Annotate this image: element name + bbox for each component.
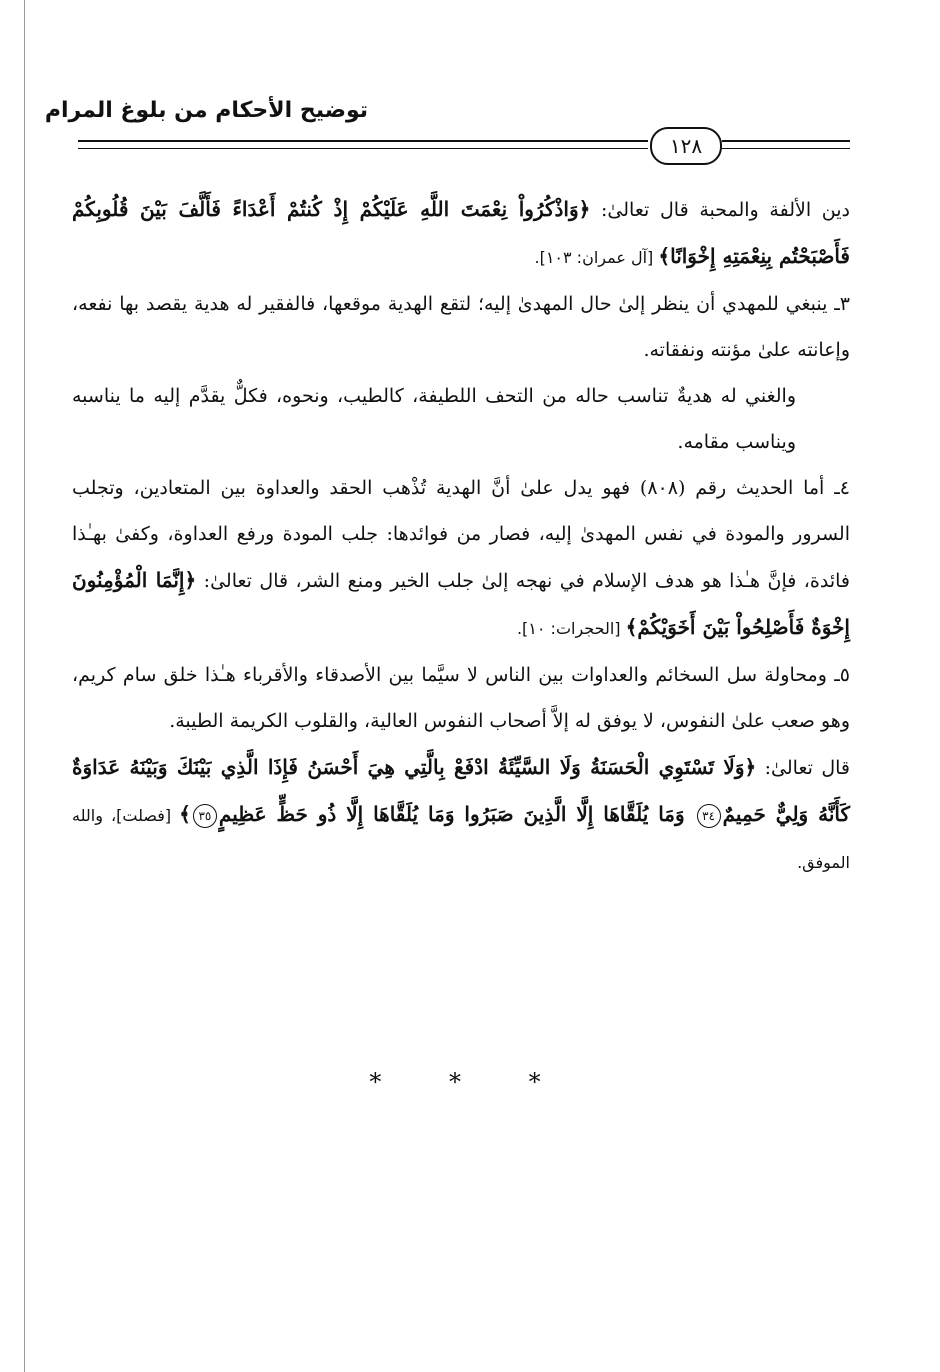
- quran-verse-1: ﴿وَاذْكُرُواْ نِعْمَتَ اللَّهِ عَلَيْكُمْ إِذْ كُنتُمْ أَعْدَاءً فَأَلَّفَ بَيْنَ قُلُوبِكُمْ فَأَصْبَحْتُم بِنِعْمَتِهِ إِخْوَانًا﴾: [72, 197, 850, 268]
- paragraph-4: [72, 465, 850, 652]
- item-number-5: ٥ـ: [834, 664, 850, 686]
- paragraph-3-text: والغني له هديةٌ تناسب حاله من التحف اللطيفة، كالطيب، ونحوه، فكلٌّ يقدَّم إليه ما يناسبه ويناسب مقامه.: [72, 385, 796, 453]
- section-end-stars: * * *: [369, 1068, 571, 1096]
- paragraph-1: [72, 186, 850, 281]
- paragraph-2: [72, 281, 850, 373]
- paragraph-3: [72, 373, 850, 465]
- quran-verse-3-close: ﴾: [179, 802, 191, 826]
- verse-reference-3: [فصلت]، والله الموفق.: [72, 806, 850, 872]
- paragraph-5-text: ومحاولة سل السخائم والعداوات بين الناس لا سيَّما بين الأصدقاء والأقرباء هـٰذا خلق سام كريم، وهو صعب علىٰ النفوس، لا يوفق له إلاَّ أصحاب النفوس العالية، والقلوب الكريمة الطيبة.: [72, 664, 850, 732]
- header-rule-right: [722, 140, 850, 142]
- verse-reference-2: [الحجرات: ١٠].: [516, 619, 626, 638]
- ayah-marker-35: ٣٥: [193, 804, 217, 828]
- paragraph-6-text: قال تعالىٰ:: [756, 757, 851, 779]
- page-number: ١٢٨: [650, 127, 722, 165]
- running-title: توضيح الأحكام من بلوغ المرام: [44, 98, 368, 123]
- header-rule-left-thin: [78, 148, 648, 149]
- paragraph-2-text: ينبغي للمهدي أن ينظر إلىٰ حال المهدىٰ إليه؛ لتقع الهدية موقعها، فالفقير له هدية يقصد بها نفعه، وإعانته علىٰ مؤنته ونفقاته.: [72, 293, 850, 361]
- quran-verse-2: ﴿إِنَّمَا الْمُؤْمِنُونَ إِخْوَةٌ فَأَصْلِحُواْ بَيْنَ أَخَوَيْكُمْ﴾: [72, 568, 850, 639]
- verse-reference-1: [آل عمران: ١٠٣].: [534, 248, 659, 267]
- item-number-4: ٤ـ: [834, 477, 850, 499]
- ayah-marker-34: ٣٤: [697, 804, 721, 828]
- item-number-3: ٣ـ: [834, 293, 850, 315]
- header-rule-left: [78, 140, 648, 142]
- paragraph-1-text: دين الألفة والمحبة قال تعالىٰ:: [590, 199, 850, 221]
- paragraph-5: [72, 652, 850, 744]
- paragraph-6: [72, 744, 850, 886]
- quran-verse-3b: وَمَا يُلَقَّاهَا إِلَّا الَّذِينَ صَبَرُوا وَمَا يُلَقَّاهَا إِلَّا ذُو حَظٍّ عَظِيمٍ: [218, 802, 695, 826]
- quran-verse-3a: ﴿وَلَا تَسْتَوِي الْحَسَنَةُ وَلَا السَّيِّئَةُ ادْفَعْ بِالَّتِي هِيَ أَحْسَنُ فَإِذَا الَّذِي بَيْنَكَ وَبَيْنَهُ عَدَاوَةٌ كَأَنَّهُ وَلِيٌّ حَمِيمٌ: [72, 755, 851, 826]
- header-rule-right-thin: [722, 148, 850, 149]
- paragraph-4-text: أما الحديث رقم (٨٠٨) فهو يدل علىٰ أنَّ الهدية تُذْهب الحقد والعداوة بين المتعادين، وتجلب السرور والمودة في نفس المهدىٰ إليه، فصار من فوائدها: جلب المودة ورفع العداوة، وكفىٰ بهـٰذا فائدة، فإنَّ هـٰذا هو هدف الإسلام في نهجه إلىٰ جلب الخير ومنع الشر، قال تعالىٰ:: [72, 477, 850, 592]
- page-edge-line: [24, 0, 25, 1372]
- body-text: [72, 186, 850, 886]
